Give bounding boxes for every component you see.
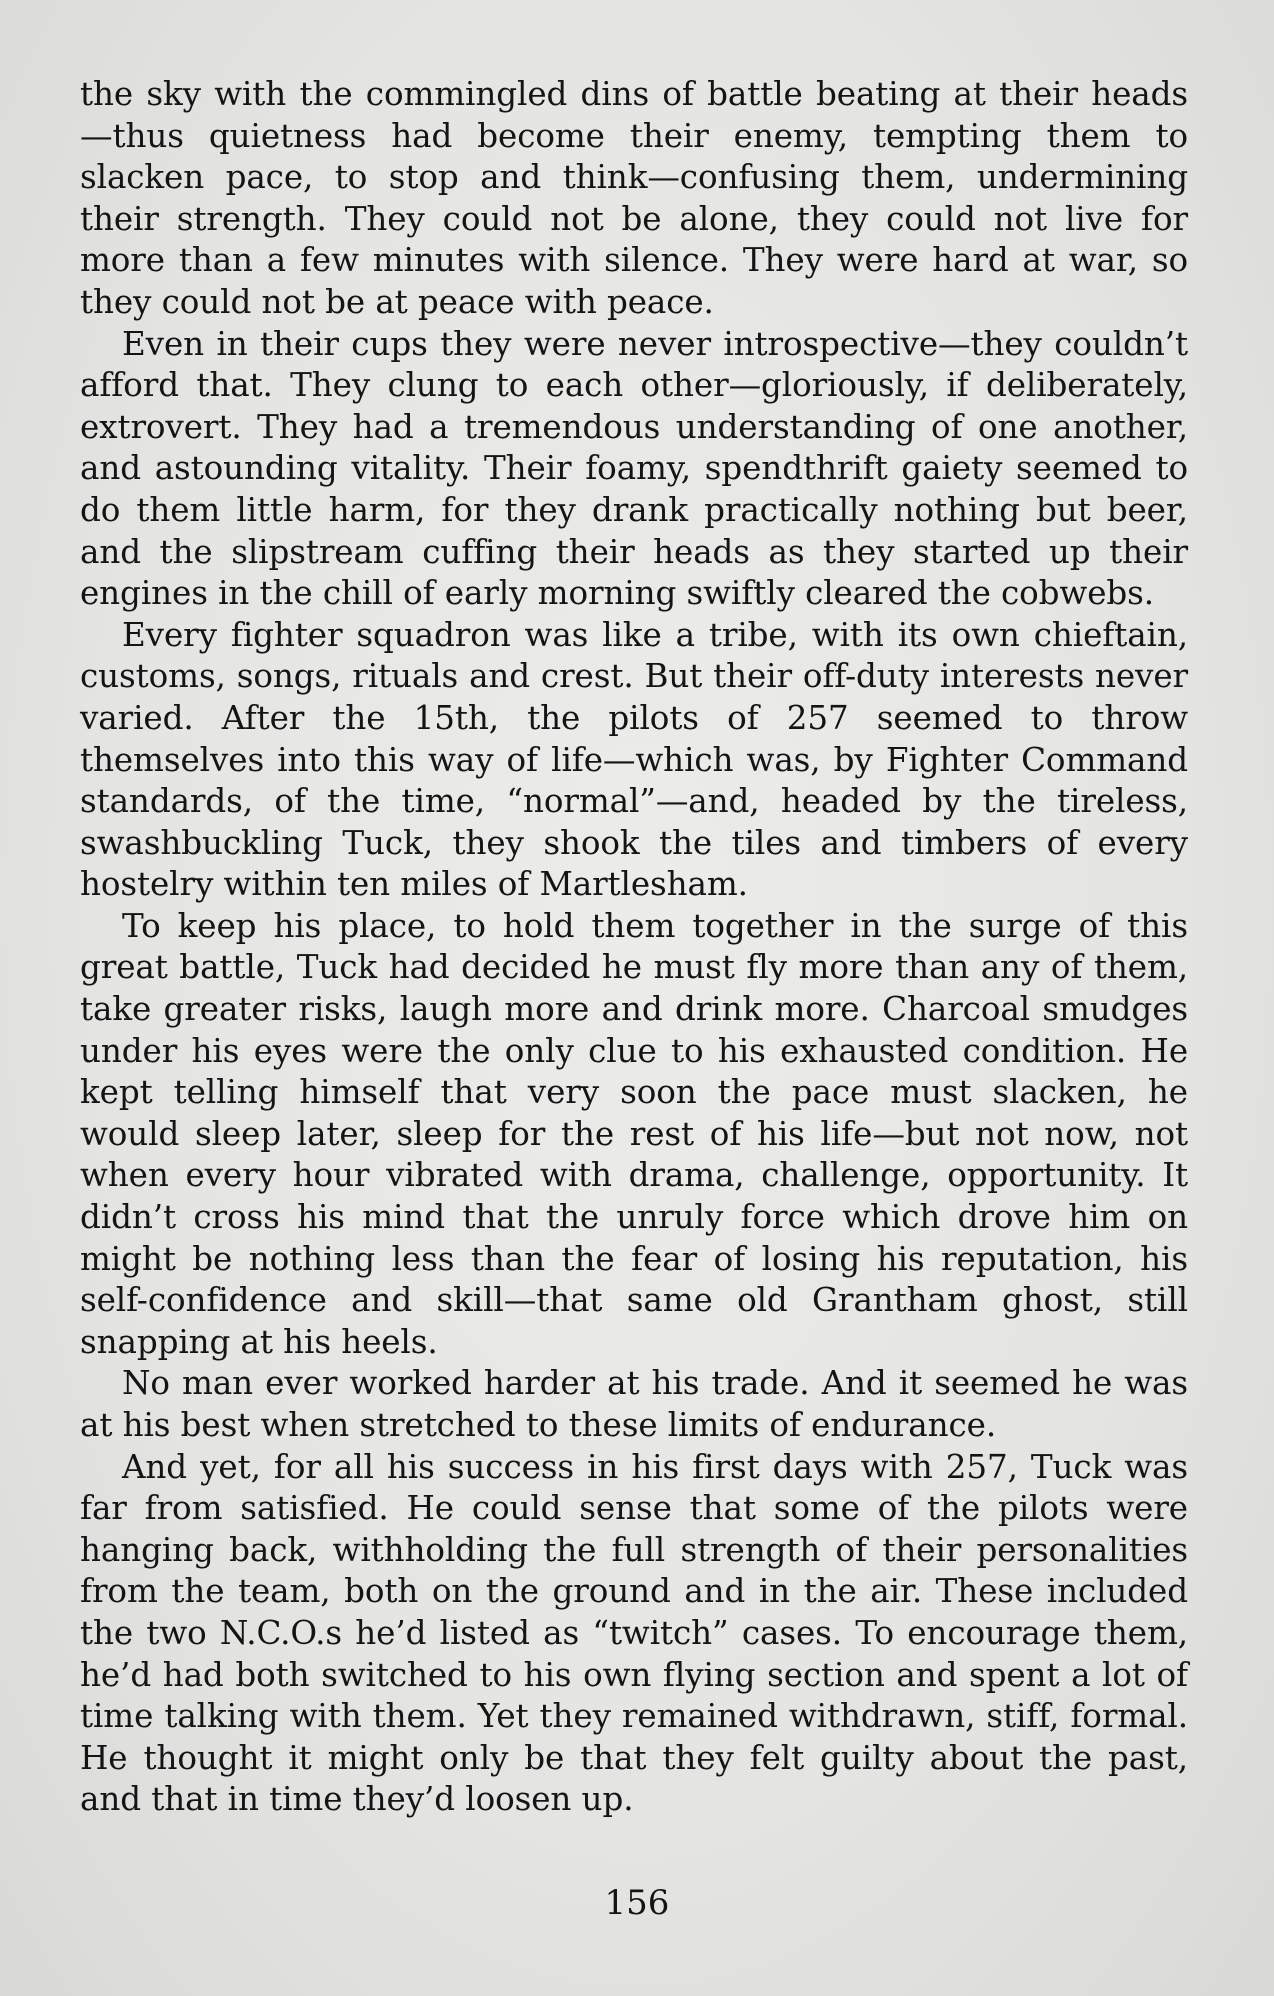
page-number: 156 <box>604 1883 670 1923</box>
page-body <box>80 74 1188 1821</box>
paragraph-1: the sky with the commingled dins of battle beating at their heads —thus quietness had become their enemy, tempting them to slacken pace, to stop and think—confusing them, undermining their strength. They could not be alone, they could not live for more than a few minutes with silence. They were hard at war, so they could not be at peace with peace. <box>80 75 1188 321</box>
paragraph-3: Every fighter squadron was like a tribe, with its own chieftain, customs, songs, rituals and crest. But their off-duty interests never varied. After the 15th, the pilots of 257 seemed to throw themselves into this way of life—which was, by Fighter Command standards, of the time, “normal”—and, headed by the tireless, swashbuckling Tuck, they shook the tiles and timbers of every hostelry within ten miles of Martlesham. <box>80 615 1188 904</box>
paragraph-4: To keep his place, to hold them together in the surge of this great battle, Tuck had decided he must fly more than any of them, take greater risks, laugh more and drink more. Charcoal smudges under his eyes were the only clue to his exhausted condition. He kept telling himself that very soon the pace must slacken, he would sleep later, sleep for the rest of his life—but not now, not when every hour vibrated with drama, challenge, opportunity. It didn’t cross his mind that the unruly force which drove him on might be nothing less than the fear of losing his reputation, his self-confidence and skill—that same old Grantham ghost, still snapping at his heels. <box>80 906 1188 1361</box>
paragraph-6: And yet, for all his success in his first days with 257, Tuck was far from satisfied. He could sense that some of the pilots were hanging back, withholding the full strength of their personalities from the team, both on the ground and in the air. These included the two N.C.O.s he’d listed as “twitch” cases. To encourage them, he’d had both switched to his own flying section and spent a lot of time talking with them. Yet they remained withdrawn, stiff, formal. He thought it might only be that they felt guilty about the past, and that in time they’d loosen up. <box>80 1447 1188 1819</box>
paragraph-2: Even in their cups they were never introspective—they couldn’t afford that. They clung to each other—gloriously, if deliberately, extrovert. They had a tremendous understanding of one another, and astounding vitality. Their foamy, spendthrift gaiety seemed to do them little harm, for they drank practically nothing but beer, and the slipstream cuffing their heads as they started up their engines in the chill of early morning swiftly cleared the cobwebs. <box>80 324 1188 613</box>
paragraph-5: No man ever worked harder at his trade. And it seemed he was at his best when stretched to these limits of endurance. <box>80 1364 1188 1444</box>
